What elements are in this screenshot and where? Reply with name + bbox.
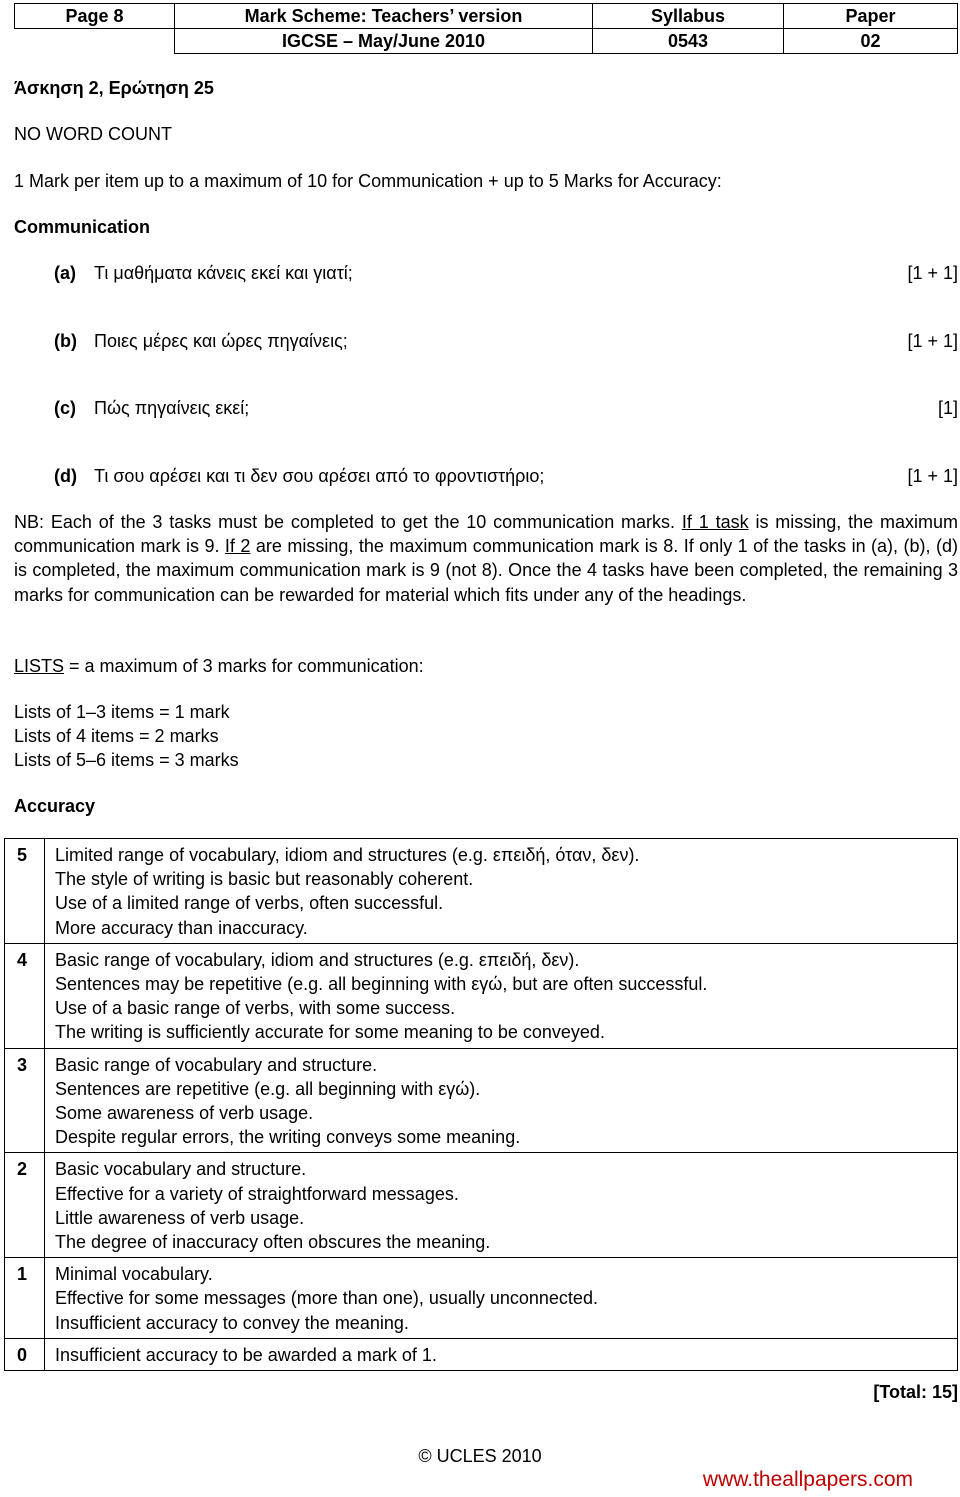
accuracy-line: Use of a limited range of verbs, often successful. — [55, 893, 444, 914]
accuracy-line: Some awareness of verb usage. — [55, 1103, 314, 1124]
accuracy-row-2 — [5, 1153, 958, 1258]
accuracy-row-4 — [5, 943, 958, 1048]
total-marks: [Total: 15] — [873, 1382, 958, 1402]
communication-item-c — [54, 396, 958, 420]
item-mark: [1 + 1] — [907, 331, 958, 351]
accuracy-line: Insufficient accuracy to be awarded a mark of 1. — [55, 1344, 437, 1365]
accuracy-row-0 — [5, 1338, 958, 1370]
accuracy-line: Sentences may be repetitive (e.g. all beginning with εγώ, but are often successful. — [55, 974, 708, 995]
nb-paragraph: NB: Each of the 3 tasks must be completed to get the 10 communication marks. If 1 task is missing, the maximum communication mark is 9. If 2 are missing, the maximum communication mark is 8. If only 1 of the tasks in (a), (b), (d) is completed, the maximum communication mark is 9 (not 8). Once the 4 tasks have been completed, the remaining 3 marks for communication can be rewarded for material which fits under any of the headings. — [14, 512, 959, 605]
accuracy-line: Limited range of vocabulary, idiom and structures (e.g. επειδή, όταν, δεν). — [55, 845, 640, 865]
syllabus-code: 0543 — [593, 29, 784, 54]
item-label: (d) — [54, 466, 77, 486]
accuracy-line: Basic range of vocabulary and structure. — [55, 1054, 378, 1075]
if-2: If 2 — [224, 536, 251, 557]
accuracy-row-1 — [5, 1258, 958, 1339]
item-label: (c) — [54, 398, 76, 418]
word-count-note: NO WORD COUNT — [14, 124, 172, 144]
syllabus-label: Syllabus — [593, 4, 784, 29]
lists-line-2: Lists of 4 items = 2 marks — [14, 726, 219, 746]
accuracy-score: 2 — [5, 1153, 45, 1258]
accuracy-table — [4, 838, 958, 1371]
item-label: (b) — [54, 331, 77, 351]
lists-line-3: Lists of 5–6 items = 3 marks — [14, 750, 239, 770]
document-title: Mark Scheme: Teachers’ version — [175, 4, 593, 29]
accuracy-line: More accuracy than inaccuracy. — [55, 917, 308, 938]
accuracy-score: 0 — [5, 1338, 45, 1370]
item-mark: [1] — [937, 398, 958, 418]
accuracy-line: The writing is sufficiently accurate for some meaning to be conveyed. — [55, 1022, 605, 1043]
item-mark: [1 + 1] — [907, 263, 958, 283]
accuracy-line: The style of writing is basic but reasonably coherent. — [55, 869, 474, 890]
accuracy-score: 5 — [5, 839, 45, 944]
accuracy-line: Sentences are repetitive (e.g. all beginning with εγώ). — [55, 1078, 481, 1099]
page-number: Page 8 — [15, 4, 175, 29]
accuracy-line: The degree of inaccuracy often obscures the meaning. — [55, 1232, 491, 1253]
communication-item-a — [54, 261, 958, 285]
accuracy-score: 1 — [5, 1258, 45, 1339]
lists-line-1: Lists of 1–3 items = 1 mark — [14, 702, 230, 722]
accuracy-line: Insufficient accuracy to convey the meaning. — [55, 1312, 409, 1333]
accuracy-heading: Accuracy — [14, 796, 96, 816]
communication-heading: Communication — [14, 217, 151, 237]
marking-intro: 1 Mark per item up to a maximum of 10 for Communication + up to 5 Marks for Accuracy: — [14, 171, 722, 191]
lists-rule: LISTS = a maximum of 3 marks for communication: — [14, 656, 424, 676]
item-mark: [1 + 1] — [907, 466, 958, 486]
accuracy-line: Minimal vocabulary. — [55, 1264, 213, 1285]
item-text: Πώς πηγαίνεις εκεί; — [94, 398, 250, 418]
item-label: (a) — [54, 263, 76, 283]
accuracy-score: 4 — [5, 943, 45, 1048]
item-text: Ποιες μέρες και ώρες πηγαίνεις; — [94, 331, 348, 351]
website-watermark[interactable]: www.theallpapers.com — [702, 1468, 913, 1491]
accuracy-row-5 — [5, 839, 958, 944]
accuracy-line: Effective for some messages (more than one), usually unconnected. — [55, 1288, 598, 1309]
paper-code: 02 — [784, 29, 958, 54]
if-1-task: If 1 task — [681, 512, 749, 532]
item-text: Τι μαθήματα κάνεις εκεί και γιατί; — [94, 263, 353, 283]
accuracy-score: 3 — [5, 1048, 45, 1153]
exercise-title: Άσκηση 2, Ερώτηση 25 — [14, 78, 214, 98]
accuracy-line: Basic vocabulary and structure. — [55, 1159, 307, 1180]
accuracy-line: Basic range of vocabulary, idiom and structures (e.g. επειδή, δεν). — [55, 949, 580, 970]
header-table — [14, 3, 958, 54]
accuracy-line: Little awareness of verb usage. — [55, 1207, 305, 1228]
accuracy-row-3 — [5, 1048, 958, 1153]
copyright-footer: © UCLES 2010 — [418, 1446, 542, 1466]
accuracy-line: Despite regular errors, the writing conveys some meaning. — [55, 1127, 521, 1148]
exam-session: IGCSE – May/June 2010 — [175, 29, 593, 54]
accuracy-line: Use of a basic range of verbs, with some success. — [55, 998, 456, 1019]
communication-item-b — [54, 329, 958, 353]
accuracy-line: Effective for a variety of straightforward messages. — [55, 1183, 459, 1204]
lists-label: LISTS — [14, 656, 65, 676]
communication-item-d — [54, 464, 958, 488]
paper-label: Paper — [784, 4, 958, 29]
item-text: Τι σου αρέσει και τι δεν σου αρέσει από το φροντιστήριο; — [94, 466, 545, 486]
